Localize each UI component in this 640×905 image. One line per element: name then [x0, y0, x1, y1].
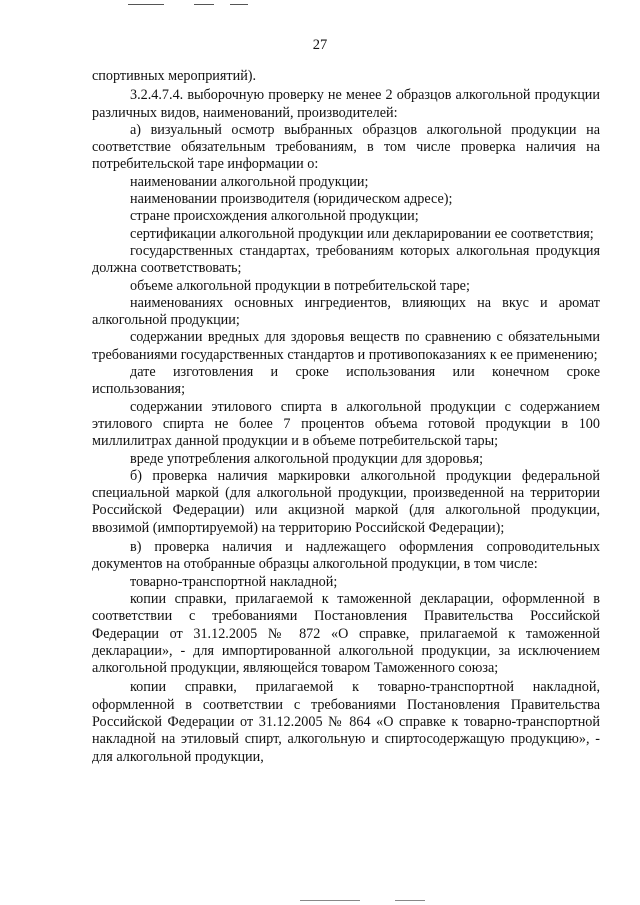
paragraph: наименовании производителя (юридическом адресе);	[130, 191, 453, 208]
scan-artifact-line	[395, 900, 425, 901]
paragraph: товарно-транспортной накладной;	[130, 573, 338, 590]
paragraph: вреде употребления алкогольной продукции для здоровья;	[130, 450, 484, 467]
paragraph: спортивных мероприятий).	[92, 68, 257, 84]
paragraph: копии справки, прилагаемой к таможенной декларации, оформленной в соответствии с требованиями Постановления Правительства Российской Федерации от 31.12.2005 № 872 «О справке, прилагаемой к таможенной декларации», - для импортированной алкогольной продукции, за исключением алкогольной продукции, являющейся товаром Таможенного союза;	[92, 590, 600, 677]
paragraph: наименованиях основных ингредиентов, влияющих на вкус и аромат алкогольной продукции;	[92, 294, 600, 329]
paragraph: государственных стандартах, требованиям которых алкогольная продукция должна соответствовать;	[92, 242, 600, 277]
paragraph: стране происхождения алкогольной продукции;	[130, 208, 419, 225]
paragraph: а) визуальный осмотр выбранных образцов алкогольной продукции на соответствие обязательным требованиям, в том числе проверка наличия на потребительской таре информации о:	[92, 121, 600, 173]
paragraph: наименовании алкогольной продукции;	[130, 173, 369, 190]
paragraph: сертификации алкогольной продукции или декларировании ее соответствия;	[130, 225, 594, 242]
scan-artifact-line	[300, 900, 360, 901]
page-number: 27	[312, 37, 328, 53]
paragraph: объеме алкогольной продукции в потребительской таре;	[130, 277, 470, 294]
scan-artifact-line	[128, 4, 164, 5]
paragraph: копии справки, прилагаемой к товарно-транспортной накладной, оформленной в соответствии с требованиями Постановления Правительства Российской Федерации от 31.12.2005 № 864 «О справке к товарно-транспортной накладной на этиловый спирт, алкогольную и спиртосодержащую продукцию», - для алкогольной продукции,	[92, 679, 600, 765]
paragraph: дате изготовления и сроке использования или конечном сроке использования;	[92, 364, 600, 398]
scan-artifact-line	[230, 4, 248, 5]
document-body	[92, 68, 600, 766]
paragraph: содержании вредных для здоровья веществ по сравнению с обязательными требованиями государственных стандартов и противопоказаниях к ее применению;	[92, 329, 600, 363]
paragraph: содержании этилового спирта в алкогольной продукции с содержанием этилового спирта не более 7 процентов объема готовой продукции в 100 миллилитрах данной продукции и в объеме потребительской тары;	[92, 398, 600, 450]
paragraph: 3.2.4.7.4. выборочную проверку не менее 2 образцов алкогольной продукции различных видов, наименований, производителей:	[92, 87, 600, 121]
paragraph: в) проверка наличия и надлежащего оформления сопроводительных документов на отобранные образцы алкогольной продукции, в том числе:	[92, 539, 600, 573]
paragraph: б) проверка наличия маркировки алкогольной продукции федеральной специальной маркой (для алкогольной продукции, произведенной на территории Российской Федерации) или акцизной маркой (для алкогольной продукции, ввозимой (импортируемой) на территорию Российской Федерации);	[92, 467, 600, 536]
scan-artifact-line	[194, 4, 214, 5]
